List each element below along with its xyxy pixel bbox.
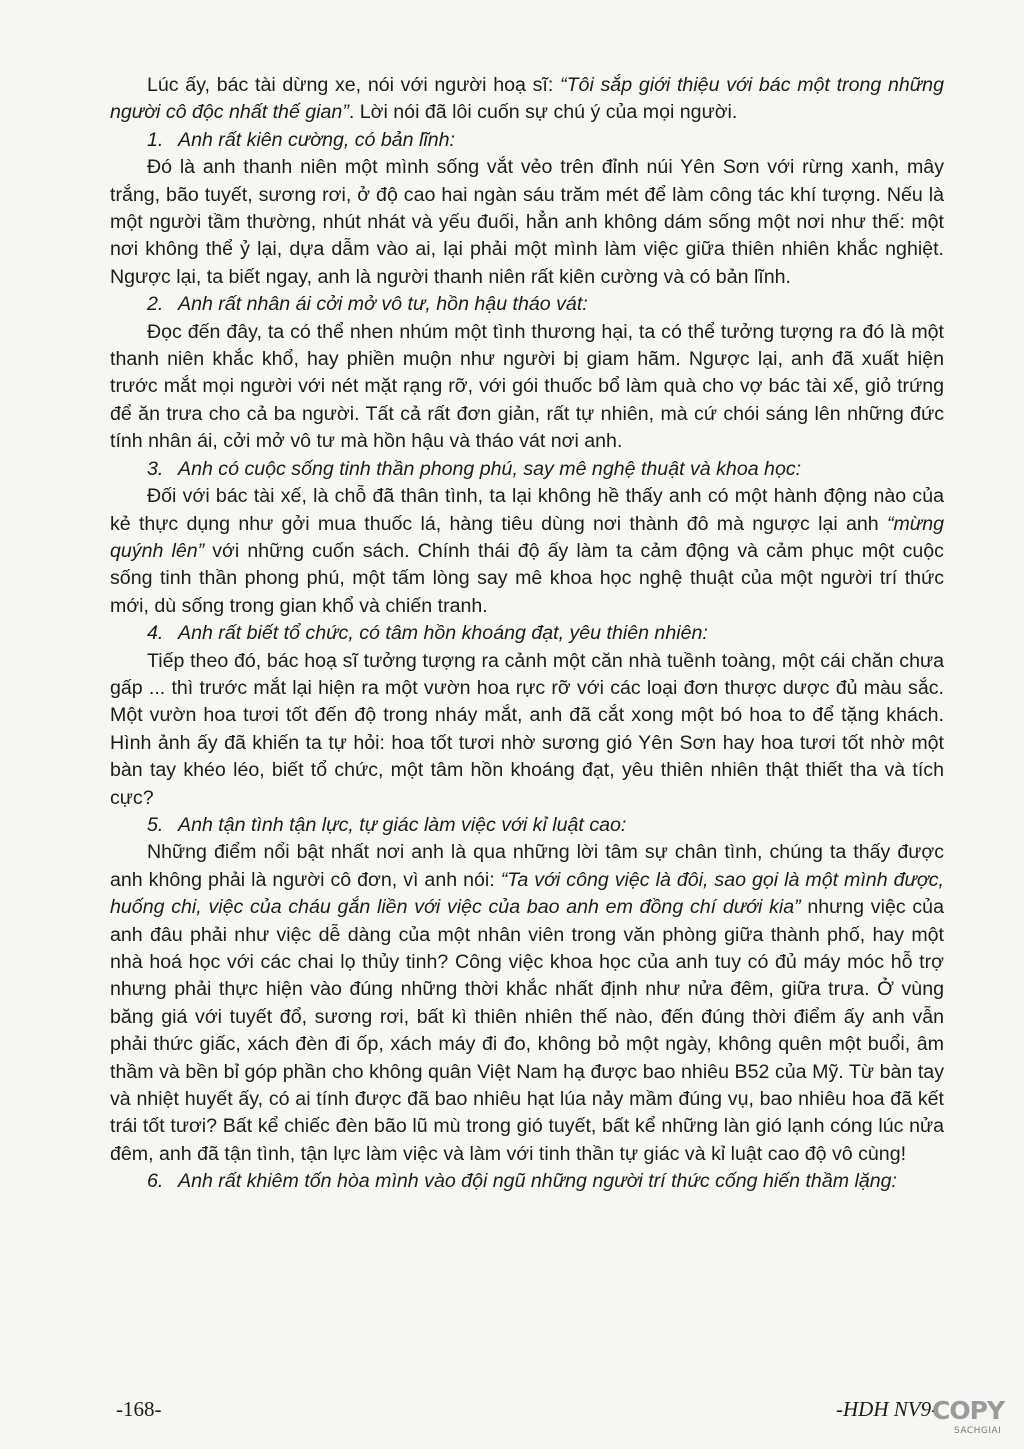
page-footer bbox=[0, 1397, 1024, 1437]
section-1-heading: 1. Anh rất kiên cường, có bản lĩnh: bbox=[147, 128, 455, 151]
section-3-body: Đối với bác tài xế, là chỗ đã thân tình, ta lại không hề thấy anh có một hành động nào của kẻ thực dụng như gởi mua thuốc lá, hàng tiêu dùng nơi thành đô mà ngược lại anh “mừng quýnh lên” với những cuốn sách. Chính thái độ ấy làm ta cảm động và cảm phục một cuộc sống tinh thần phong phú, một tấm lòng say mê khoa học nghệ thuật của một người trí thức mới, dù sống trong gian khổ và chiến tranh. bbox=[110, 485, 944, 617]
section-4-body: Tiếp theo đó, bác hoạ sĩ tưởng tượng ra cảnh một căn nhà tuềnh toàng, một cái chăn chưa gấp ... thì trước mắt lại hiện ra một vườn hoa rực rỡ với các loại đơn thược dược đủ màu sắc. Một vườn hoa tươi tốt đến độ trong nháy mắt, anh đã cắt xong một bó hoa to để tặng khách. Hình ảnh ấy đã khiến ta tự hỏi: hoa tốt tươi nhờ sương gió Yên Sơn hay hoa tươi tốt nhờ một bàn tay khéo léo, biết tổ chức, một tâm hồn khoáng đạt, yêu thiên nhiên thật thiết tha và tích cực? bbox=[110, 649, 944, 809]
page-number: -168- bbox=[116, 1397, 162, 1421]
section-3-heading: 3. Anh có cuộc sống tinh thần phong phú, say mê nghệ thuật và khoa học: bbox=[147, 457, 802, 480]
section-6-heading: 6. Anh rất khiêm tốn hòa mình vào đội ngũ những người trí thức cống hiến thầm lặng: bbox=[147, 1170, 897, 1193]
book-code: -HDH NV9- bbox=[836, 1397, 939, 1421]
section-5-body: Những điểm nổi bật nhất nơi anh là qua những lời tâm sự chân tình, chúng ta thấy được anh không phải là người cô đơn, vì anh nói: “Ta với công việc là đôi, sao gọi là một mình được, huống chi, việc của cháu gắn liền với việc của bao anh em đồng chí dưới kia” nhưng việc của anh đâu phải như việc dễ dàng của một nhân viên trong văn phòng giữa thành phố, hay một nhà hoá học với các chai lọ thủy tinh? Công việc khoa học của anh tuy có đủ máy móc hỗ trợ nhưng phải thực hiện vào đúng những thời khắc nhất định như nửa đêm, giữa trưa. Ở vùng băng giá với tuyết đổ, sương rơi, bất kì thiên nhiên thế nào, đến đúng thời điểm ấy anh vẫn phải thức giấc, xách đèn đi ốp, xách máy đi đo, không bỏ một ngày, không quên một buổi, âm thầm và bền bỉ góp phần cho không quân Việt Nam hạ được bao nhiêu B52 của Mỹ. Từ bàn tay và nhiệt huyết ấy, có ai tính được đã bao nhiêu hạt lúa nảy mầm đúng vụ, bao nhiêu hoa đã kết trái tốt tươi? Bất kể chiếc đèn bão lũ mù trong gió tuyết, bất kể những làn gió lạnh cóng lúc nửa đêm, anh đã tận tình, tận lực làm việc và làm với tinh thần tự giác và kỉ luật cao độ vô cùng! bbox=[110, 841, 944, 1165]
section-2-heading: 2. Anh rất nhân ái cởi mở vô tư, hồn hậu tháo vát: bbox=[147, 293, 588, 316]
page-text bbox=[110, 72, 944, 1196]
section-4-heading: 4. Anh rất biết tổ chức, có tâm hồn khoáng đạt, yêu thiên nhiên: bbox=[147, 622, 708, 645]
section-5-heading: 5. Anh tận tình tận lực, tự giác làm việc với kỉ luật cao: bbox=[147, 813, 627, 836]
watermark-logo: COPY SACHGIAI bbox=[932, 1396, 1005, 1436]
section-2-body: Đọc đến đây, ta có thể nhen nhúm một tình thương hại, ta có thể tưởng tượng ra đó là một thanh niên khắc khổ, hay phiền muộn như người bị giam hãm. Ngược lại, anh đã xuất hiện trước mắt mọi người với nét mặt rạng rỡ, với gói thuốc bổ làm quà cho vợ bác tài xế, giỏ trứng để ăn trưa cho cả ba người. Tất cả rất đơn giản, rất tự nhiên, mà cứ chói sáng lên những đức tính nhân ái, cởi mở vô tư mà hồn hậu và tháo vát nơi anh. bbox=[110, 320, 944, 453]
section-1-body: Đó là anh thanh niên một mình sống vắt vẻo trên đỉnh núi Yên Sơn với rừng xanh, mây trắng, bão tuyết, sương rơi, ở độ cao hai ngàn sáu trăm mét để làm công tác khí tượng. Nếu là một người tầm thường, nhút nhát và yếu đuối, hẳn anh không dám sống một nơi như thế: một nơi không thể ỷ lại, dựa dẫm vào ai, lại phải một mình làm việc giữa thiên nhiên khắc nghiệt. Ngược lại, ta biết ngay, anh là người thanh niên rất kiên cường và có bản lĩnh. bbox=[110, 156, 944, 288]
intro-quote: “Tôi sắp giới thiệu với bác một trong những người cô độc nhất thế gian” bbox=[110, 74, 944, 124]
intro-paragraph: Lúc ấy, bác tài dừng xe, nói với người hoạ sĩ: “Tôi sắp giới thiệu với bác một trong những người cô độc nhất thế gian”. Lời nói đã lôi cuốn sự chú ý của mọi người. bbox=[110, 74, 944, 124]
